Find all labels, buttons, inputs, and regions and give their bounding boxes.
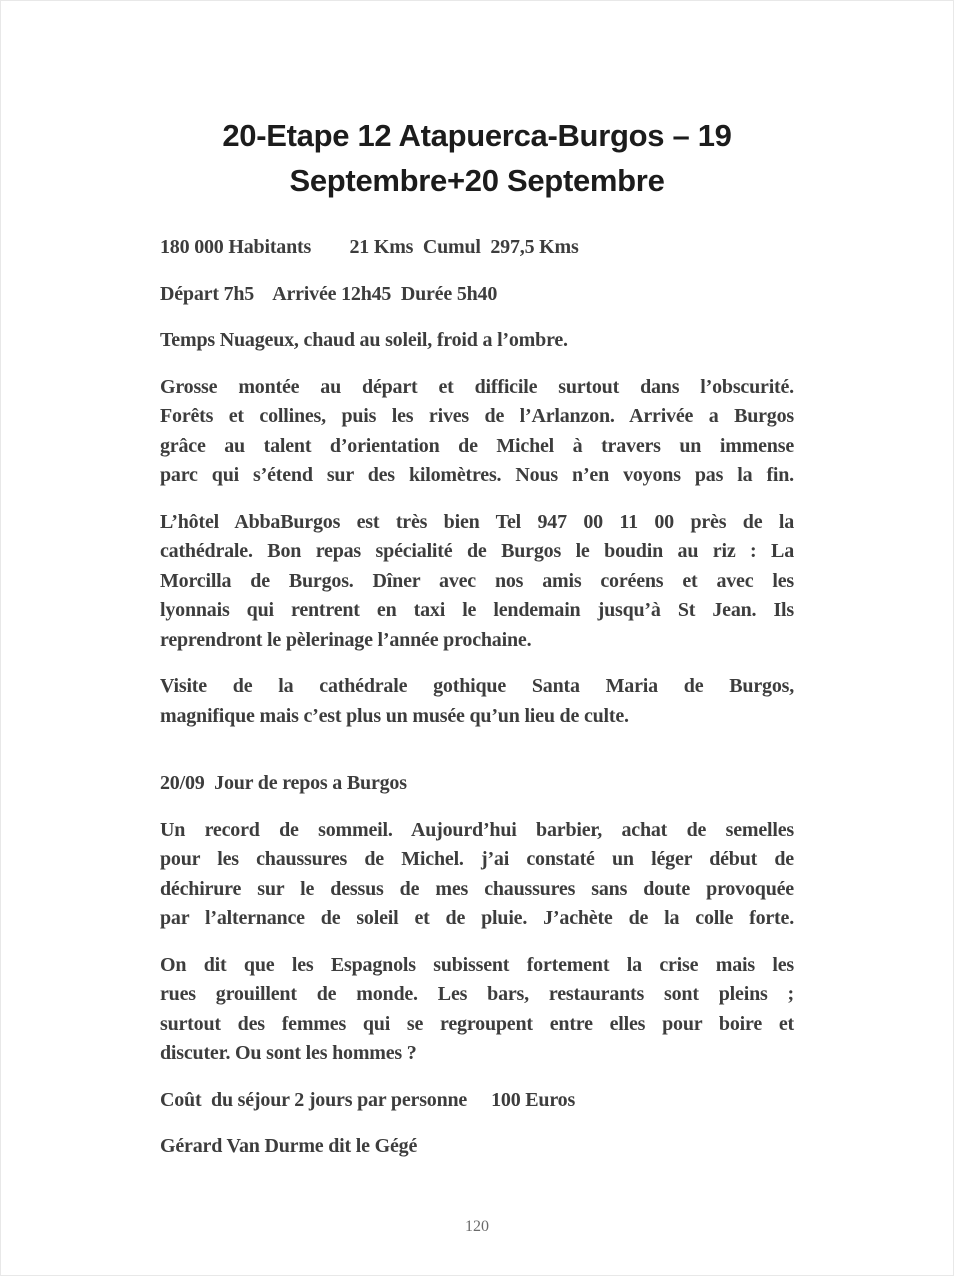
signature-line: Gérard Van Durme dit le Gégé	[160, 1135, 418, 1157]
cost-line: Coût du séjour 2 jours par personne 100 Euros	[160, 1088, 576, 1111]
page-number: 120	[465, 1218, 489, 1235]
weather-line: Temps Nuageux, chaud au soleil, froid a l’ombre.	[160, 329, 568, 351]
rest-day-heading: 20/09 Jour de repos a Burgos	[160, 772, 407, 794]
schedule-line: Départ 7h5 Arrivée 12h45 Durée 5h40	[160, 282, 498, 305]
text-line: Morcilla de Burgos. Dîner avec nos amis coréens et avec les	[160, 569, 794, 592]
text-line: pour les chaussures de Michel. j’ai constaté un léger début de	[160, 848, 794, 870]
text-line: lyonnais qui rentrent en taxi le lendemain jusqu’à St Jean. Ils	[160, 599, 794, 621]
page-content	[1, 1, 953, 1275]
text-line: discuter. Ou sont les hommes ?	[160, 1042, 417, 1064]
text-line: reprendront le pèlerinage l’année prochaine.	[160, 628, 532, 651]
page-title: 20-Etape 12 Atapuerca-Burgos – 19 Septembre+20 Septembre	[222, 118, 732, 198]
text-line: par l’alternance de soleil et de pluie. J’achète de la colle forte.	[160, 907, 794, 929]
text-line: parc qui s’étend sur des kilomètres. Nous n’en voyons pas la fin.	[160, 464, 794, 486]
text-line: On dit que les Espagnols subissent fortement la crise mais les	[160, 953, 794, 976]
text-line: Grosse montée au départ et difficile surtout dans l’obscurité.	[160, 375, 794, 398]
text-line: surtout des femmes qui se regroupent entre elles pour boire et	[160, 1012, 794, 1035]
text-line: L’hôtel AbbaBurgos est très bien Tel 947 00 11 00 près de la	[160, 510, 794, 533]
text-line: cathédrale. Bon repas spécialité de Burgos le boudin au riz : La	[160, 540, 794, 562]
text-line: rues grouillent de monde. Les bars, restaurants sont pleins ;	[160, 983, 794, 1005]
paragraph-rest-day-notes	[160, 816, 794, 934]
text-line: magnifique mais c’est plus un musée qu’un lieu de culte.	[160, 704, 629, 727]
text-line: déchirure sur le dessus de mes chaussures sans doute provoquée	[160, 877, 794, 900]
paragraph-hotel-dinner	[160, 508, 794, 656]
stats-line: 180 000 Habitants 21 Kms Cumul 297,5 Kms	[160, 236, 579, 258]
text-line: Visite de la cathédrale gothique Santa Maria de Burgos,	[160, 675, 794, 697]
paragraph-spanish-crisis	[160, 951, 794, 1069]
text-line: Forêts et collines, puis les rives de l’Arlanzon. Arrivée a Burgos	[160, 405, 794, 427]
text-line: Un record de sommeil. Aujourd’hui barbier, achat de semelles	[160, 818, 794, 841]
text-line: grâce au talent d’orientation de Michel à travers un immense	[160, 434, 794, 457]
paragraph-stage-description	[160, 373, 794, 491]
paragraph-cathedral-visit	[160, 672, 794, 731]
